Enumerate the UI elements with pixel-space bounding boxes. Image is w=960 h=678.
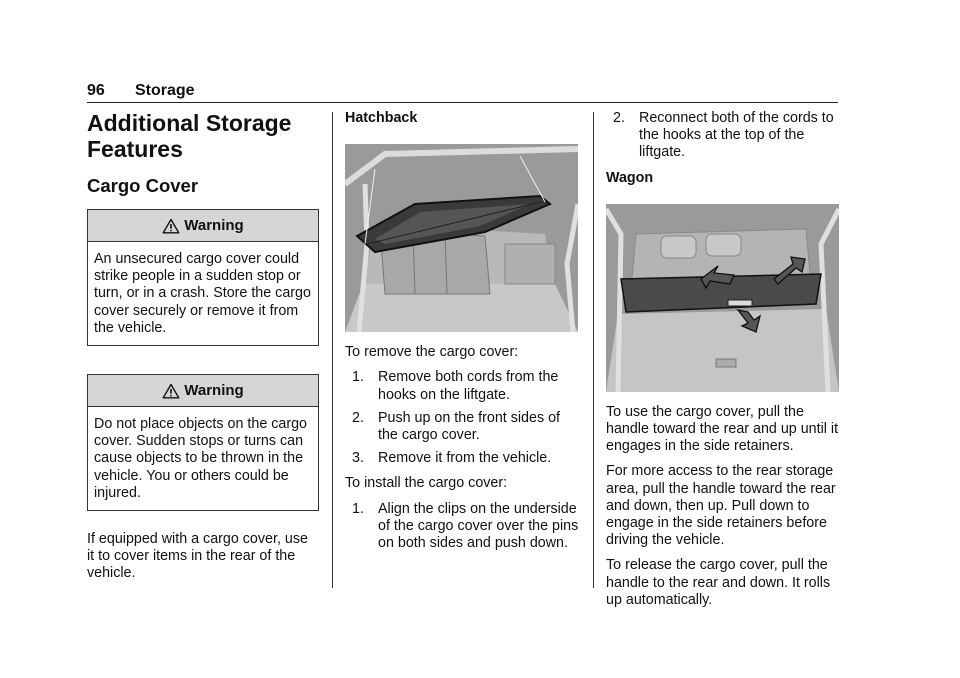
page-header [87,82,838,103]
step-number: 2. [352,409,364,426]
body-paragraph: If equipped with a cargo cover, use it to cover items in the rear of the vehicle. [87,531,308,582]
wagon-heading: Wagon [606,169,654,186]
step-number: 2. [613,110,625,126]
subsection-title: Cargo Cover [87,175,199,196]
step-text: Remove both cords from the hooks on the liftgate. [378,369,559,403]
body-paragraph: To release the cargo cover, pull the handle to the rear and down. It rolls up automatically. [606,557,831,608]
remove-steps [345,369,579,467]
wagon-cargo-cover-illustration [606,204,839,392]
warning-heading: Warning [184,381,244,399]
warning-header [88,210,318,242]
install-steps [345,501,579,553]
warning-triangle-icon [162,218,180,234]
install-steps-continued [606,110,839,162]
list-item [345,450,579,467]
warning-text: An unsecured cargo cover could strike people in a sudden stop or turn, or in a crash. Store the cargo cover securely or remove it from the vehicle. [94,251,311,336]
warning-header [88,375,318,407]
remove-intro: To remove the cargo cover: [345,344,519,361]
step-text: Reconnect both of the cords to the hooks at the top of the liftgate. [639,110,834,161]
column-1 [87,110,319,591]
page-number: 96 [87,82,105,99]
warning-heading: Warning [184,216,244,234]
column-3 [606,110,839,617]
step-text: Align the clips on the underside of the cargo cover over the pins on both sides and push down. [378,500,579,552]
warning-box [87,209,319,346]
body-paragraph: For more access to the rear storage area, pull the handle toward the rear and down, then up. Pull down to engage in the side retainers before driving the vehicle. [606,463,836,549]
step-text: Push up on the front sides of the cargo cover. [378,409,561,444]
step-text: Remove it from the vehicle. [378,450,552,467]
warning-box [87,374,319,511]
column-divider [593,112,594,588]
list-item [345,369,579,403]
page-title: Additional Storage Features [87,110,292,162]
body-paragraph: To use the cargo cover, pull the handle toward the rear and up until it engages in the side retainers. [606,403,839,455]
list-item [345,410,579,444]
hatchback-cargo-cover-illustration [345,144,578,332]
step-number: 3. [352,450,364,467]
column-2 [345,110,579,560]
step-number: 1. [352,500,364,517]
hatchback-heading: Hatchback [345,110,418,126]
warning-triangle-icon [162,383,180,399]
list-item [345,501,579,553]
column-divider [332,112,333,588]
section-title: Storage [135,82,195,99]
warning-text: Do not place objects on the cargo cover. Sudden stops or turns can cause objects to be thrown in the vehicle. You or others could be injured. [94,416,308,501]
install-intro: To install the cargo cover: [345,475,508,492]
step-number: 1. [352,369,364,386]
list-item [606,110,839,162]
